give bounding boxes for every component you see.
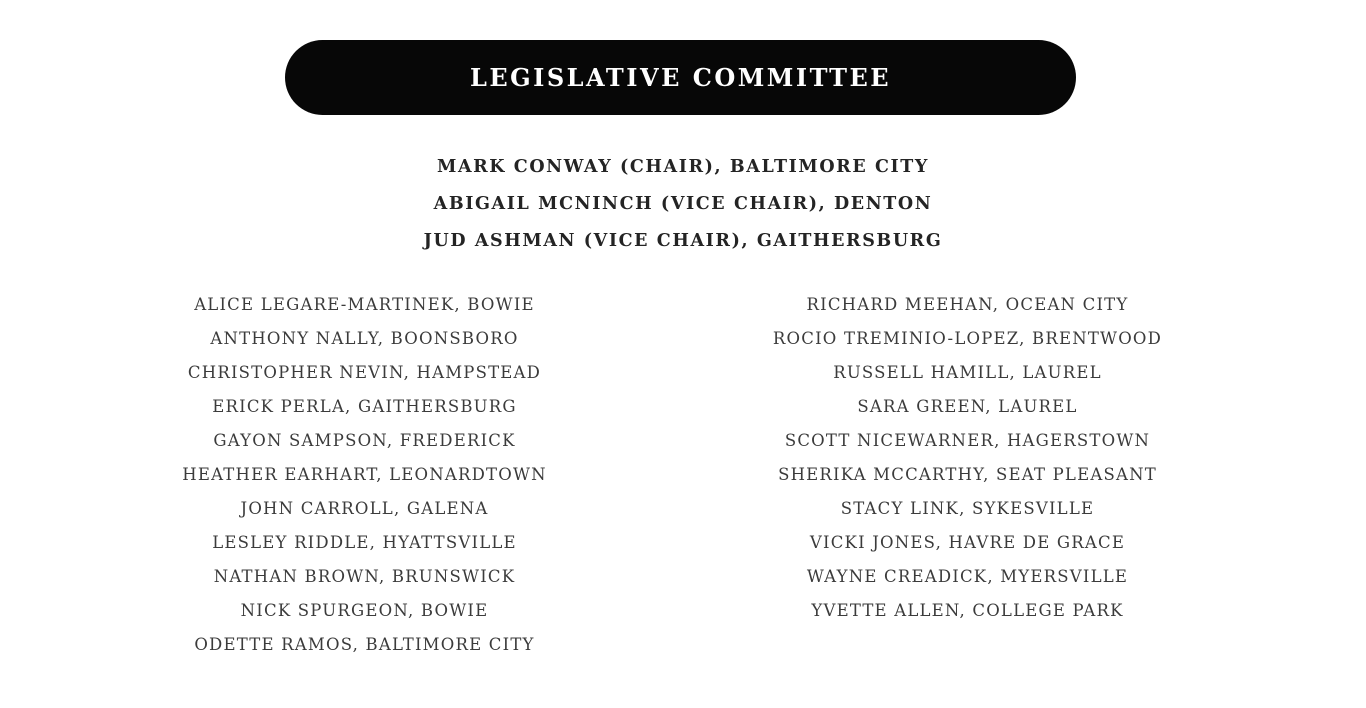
member-entry: SARA GREEN, LAUREL	[857, 397, 1078, 416]
page-title: LEGISLATIVE COMMITTEE	[469, 63, 892, 92]
member-entry: ALICE LEGARE-MARTINEK, BOWIE	[194, 295, 535, 314]
chairs-block	[0, 149, 1366, 260]
member-entry: ODETTE RAMOS, BALTIMORE CITY	[194, 635, 535, 654]
member-entry: SCOTT NICEWARNER, HAGERSTOWN	[784, 431, 1151, 450]
member-entry: NICK SPURGEON, BOWIE	[240, 601, 489, 620]
member-entry: VICKI JONES, HAVRE DE GRACE	[809, 533, 1126, 552]
chair-entry: JUD ASHMAN (VICE CHAIR), GAITHERSBURG	[423, 231, 943, 251]
chair-entry: ABIGAIL MCNINCH (VICE CHAIR), DENTON	[433, 194, 933, 214]
member-entry: NATHAN BROWN, BRUNSWICK	[213, 567, 516, 586]
member-entry: ROCIO TREMINIO-LOPEZ, BRENTWOOD	[772, 329, 1163, 348]
member-entry: ERICK PERLA, GAITHERSBURG	[212, 397, 517, 416]
members-list	[63, 288, 1269, 662]
members-right-column	[666, 288, 1269, 662]
member-entry: LESLEY RIDDLE, HYATTSVILLE	[212, 533, 517, 552]
member-entry: YVETTE ALLEN, COLLEGE PARK	[811, 601, 1124, 620]
member-entry: CHRISTOPHER NEVIN, HAMPSTEAD	[187, 363, 542, 382]
member-entry: STACY LINK, SYKESVILLE	[840, 499, 1095, 518]
member-entry: GAYON SAMPSON, FREDERICK	[213, 431, 516, 450]
members-left-column	[63, 288, 666, 662]
member-entry: HEATHER EARHART, LEONARDTOWN	[182, 465, 547, 484]
member-entry: JOHN CARROLL, GALENA	[240, 499, 489, 518]
member-entry: SHERIKA MCCARTHY, SEAT PLEASANT	[778, 465, 1157, 484]
member-entry: ANTHONY NALLY, BOONSBORO	[210, 329, 519, 348]
member-entry: RUSSELL HAMILL, LAUREL	[833, 363, 1102, 382]
member-entry: RICHARD MEEHAN, OCEAN CITY	[806, 295, 1129, 314]
chair-entry: MARK CONWAY (CHAIR), BALTIMORE CITY	[437, 157, 929, 177]
member-entry: WAYNE CREADICK, MYERSVILLE	[806, 567, 1129, 586]
committee-title-banner	[285, 40, 1076, 115]
